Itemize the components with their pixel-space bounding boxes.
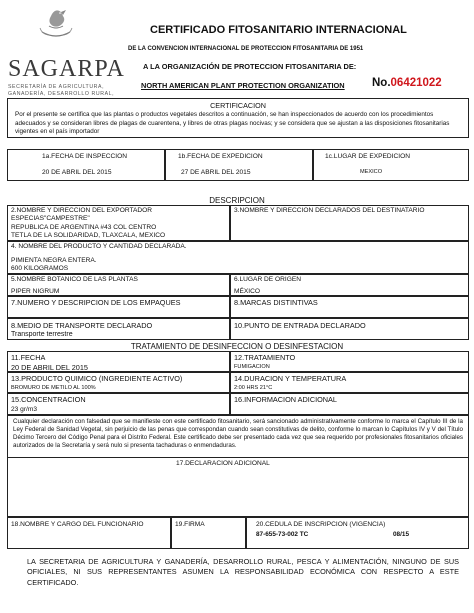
exporter-address-line1: REPUBLICA DE ARGENTINA #43 COL CENTRO bbox=[11, 224, 157, 231]
certificate-number-label: No. bbox=[372, 77, 391, 89]
certification-box bbox=[7, 98, 469, 138]
issue-date-value: 27 DE ABRIL DEL 2015 bbox=[181, 169, 251, 176]
marks-label: 8.MARCAS DISTINTIVAS bbox=[234, 298, 318, 307]
signature-cell bbox=[171, 517, 246, 549]
marks-cell bbox=[230, 296, 469, 318]
entry-point-cell bbox=[230, 318, 469, 340]
inspection-date-cell bbox=[7, 149, 165, 181]
exporter-address-line2: TETLA DE LA SOLIDARIDAD, TLAXCALA, MEXICO bbox=[11, 232, 166, 239]
registration-label: 20.CEDULA DE INSCRIPCION (VIGENCIA) bbox=[256, 521, 386, 528]
treatment-type-cell bbox=[230, 351, 469, 372]
botanical-name-cell bbox=[7, 274, 230, 296]
consignee-cell bbox=[230, 205, 469, 241]
organization-name: NORTH AMERICAN PLANT PROTECTION ORGANIZATION bbox=[141, 81, 345, 90]
packaging-label: 7.NUMERO Y DESCRIPCION DE LOS EMPAQUES bbox=[11, 298, 181, 307]
signature-label: 19.FIRMA bbox=[175, 521, 205, 528]
additional-declaration-label: 17.DECLARACION ADICIONAL bbox=[176, 460, 270, 467]
issue-place-value: MEXICO bbox=[360, 169, 383, 175]
product-name: PIMIENTA NEGRA ENTERA. bbox=[11, 257, 97, 264]
transport-label: 8.MEDIO DE TRANSPORTE DECLARADO bbox=[11, 321, 153, 330]
origin-value: MÉXICO bbox=[234, 288, 261, 295]
chemical-label: 13.PRODUCTO QUIMICO (INGREDIENTE ACTIVO) bbox=[11, 374, 183, 383]
certificate-number-value: 06421022 bbox=[390, 77, 442, 89]
registration-code: 87-655-73-002 TC bbox=[256, 531, 309, 538]
treatment-type-label: 12.TRATAMIENTO bbox=[234, 353, 296, 362]
duration-label: 14.DURACION Y TEMPERATURA bbox=[234, 374, 347, 383]
product-label: 4. NOMBRE DEL PRODUCTO Y CANTIDAD DECLARADA. bbox=[11, 243, 187, 250]
product-cell bbox=[7, 241, 469, 274]
concentration-value: 23 gr/m3 bbox=[11, 406, 38, 413]
botanical-name-label: 5.NOMBRE BOTANICO DE LAS PLANTAS bbox=[11, 276, 138, 283]
agency-subtitle: SECRETARÍA DE AGRICULTURA, GANADERÍA, DESARROLLO RURAL, bbox=[8, 84, 115, 97]
description-heading: DESCRIPCION bbox=[209, 196, 265, 205]
exporter-cell bbox=[7, 205, 230, 241]
additional-declaration-cell bbox=[7, 457, 469, 517]
additional-info-label: 16.INFORMACION ADICIONAL bbox=[234, 395, 337, 404]
packaging-cell bbox=[7, 296, 230, 318]
inspection-date-value: 20 DE ABRIL DEL 2015 bbox=[42, 169, 112, 176]
treatment-type-value: FUMIGACION bbox=[234, 364, 270, 370]
exporter-label: 2.NOMBRE Y DIRECCION DEL EXPORTADOR bbox=[11, 207, 153, 214]
entry-point-label: 10.PUNTO DE ENTRADA DECLARADO bbox=[234, 321, 366, 330]
origin-cell bbox=[230, 274, 469, 296]
certificate-number bbox=[372, 77, 442, 89]
official-label: 18.NOMBRE Y CARGO DEL FUNCIONARIO bbox=[11, 521, 144, 528]
issue-date-label: 1b.FECHA DE EXPEDICION bbox=[178, 153, 263, 160]
treatment-heading: TRATAMIENTO DE DESINFECCION O DESINFESTACION bbox=[130, 342, 344, 351]
official-cell bbox=[7, 517, 171, 549]
transport-cell bbox=[7, 318, 230, 340]
duration-value: 2:00 HRS 21°C bbox=[234, 385, 273, 391]
treatment-date-label: 11.FECHA bbox=[11, 353, 46, 362]
document-title: CERTIFICADO FITOSANITARIO INTERNACIONAL bbox=[150, 24, 407, 36]
treatment-date-value: 20 DE ABRIL DEL 2015 bbox=[11, 363, 88, 372]
botanical-name-value: PIPER NIGRUM bbox=[11, 288, 60, 295]
certification-heading: CERTIFICACION bbox=[210, 101, 266, 110]
chemical-cell bbox=[7, 372, 230, 393]
consignee-label: 3.NOMBRE Y DIRECCION DECLARADOS DEL DESTINATARIO bbox=[234, 207, 425, 214]
chemical-value: BROMURO DE METILO AL 100% bbox=[11, 385, 96, 391]
product-quantity: 600 KILOGRAMOS bbox=[11, 265, 69, 272]
duration-cell bbox=[230, 372, 469, 393]
concentration-cell bbox=[7, 393, 230, 415]
exporter-name: ESPECIAS"CAMPESTRE" bbox=[11, 215, 90, 222]
concentration-label: 15.CONCENTRACION bbox=[11, 395, 86, 404]
mexico-coat-of-arms-icon bbox=[36, 6, 76, 38]
origin-label: 6.LUGAR DE ORIGEN bbox=[234, 276, 302, 283]
agency-logo-text: SAGARPA bbox=[8, 56, 125, 82]
organization-prefix: A LA ORGANIZACIÓN DE PROTECCION FITOSANITARIA DE: bbox=[143, 62, 357, 71]
footer-disclaimer: LA SECRETARIA DE AGRICULTURA Y GANADERÍA, DESARROLLO RURAL, PESCA Y ALIMENTACIÓN, NINGUNO DE SUS OFICIALES, NI SUS REPRESENTANTES ASUMEN LA RESPONSABILIDAD ECONÓMICA CON RESPECTO A ESTE CERTIFICADO. bbox=[27, 557, 459, 587]
treatment-date-cell bbox=[7, 351, 230, 372]
legal-notice-text: Cualquier declaración con falsedad que se manifieste con este certificado fitosanitario, será sancionado administrativamente conforme lo marca el Capítulo III de la Ley Federal de Sanidad Vegetal, sin perjuicio de las penas que correspondan cuando sean constitutivas de delito, conforme lo marcan lo Capítulos IV y V del Título Décimo Tercero del Código Penal para el Distrito Federal. Este certificado debe ser presentado cada vez que sea requerido por profesionales fitosanitarios oficiales autorizados de la Secretaría y será nulo si presenta tachaduras o enmendaduras. bbox=[13, 418, 463, 450]
transport-value: Transporte terrestre bbox=[11, 331, 73, 338]
inspection-date-label: 1a.FECHA DE INSPECCION bbox=[42, 153, 128, 160]
issue-date-cell bbox=[165, 149, 313, 181]
document-subtitle: DE LA CONVENCION INTERNACIONAL DE PROTECCION FITOSANITARIA DE 1951 bbox=[128, 46, 364, 52]
registration-validity: 08/15 bbox=[393, 531, 409, 538]
issue-place-label: 1c.LUGAR DE EXPEDICION bbox=[325, 153, 411, 160]
legal-notice-box bbox=[7, 415, 469, 457]
issue-place-cell bbox=[313, 149, 469, 181]
additional-info-cell bbox=[230, 393, 469, 415]
registration-cell bbox=[246, 517, 469, 549]
certification-text: Por el presente se certifica que las plantas o productos vegetales descritos a continuación, se han inspeccionados de acuerdo con los procedimientos adecuados y se consideran libres de plagas de cuarentena, y libres de otras plagas nocivas; y se considera que se ajustan a las disposiciones fitosanitarias vigentes en el país importador bbox=[15, 111, 450, 136]
